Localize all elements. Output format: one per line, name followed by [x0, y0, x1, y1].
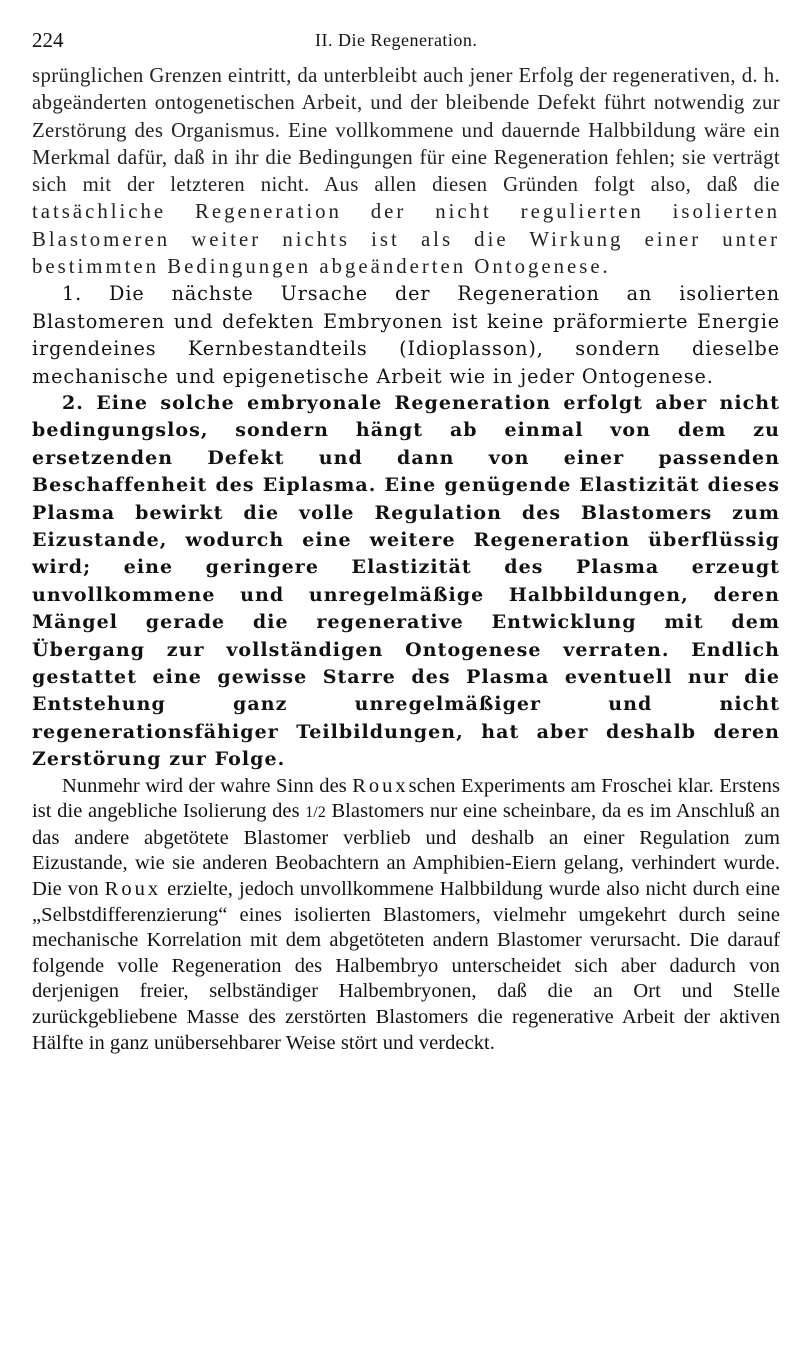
final-text-after-roux: schen Experiments am Froschei klar. Erstens ist die angebliche Isolierung des — [32, 774, 781, 823]
paragraph-point-1 — [32, 280, 780, 390]
author-name-roux: Roux — [352, 774, 409, 797]
paragraph-intro — [32, 62, 780, 280]
final-text-end: erzielte, jedoch unvollkommene Halbbildung wurde also nicht durch eine „Selbstdifferenzierung“ eines isolierten Blastomers, vielmehr umgekehrt durch seine mechanische Korrelation mit dem abgetöteten andern Blastomer verursacht. Die darauf folgende volle Regeneration des Halbembryo unterscheidet sich aber dadurch von derjenigen freier, selbständiger Halbembryonen, daß die an Ort und Stelle zurückgebliebene Masse des zerstörten Blastomers die regenerative Arbeit der aktiven Hälfte in ganz unübersehbarer Weise stört und verdeckt. — [32, 878, 780, 1054]
intro-spaced-text: tatsächliche Regeneration der nicht regulierten isolierten Blastomeren weiter nichts ist als die Wirkung einer unter bestimmten Bedingungen abgeänderten Ontogenese. — [32, 200, 780, 279]
final-text-start: Nunmehr wird der wahre Sinn des — [62, 774, 353, 797]
fraction-half: 1/2 — [305, 804, 326, 822]
author-name-roux-2: Roux — [104, 878, 162, 901]
paragraph-point-2 — [32, 390, 780, 774]
final-text-after-fraction: Blastomers nur eine scheinbare, da es im Anschluß an das andere abgetötete Blastomer verblieb und deshalb an einer Regulation zum Eizustande, wie sie anderen Beobachtern an Amphibien-Eiern gelang, verhindert wurde. Die von — [32, 800, 780, 901]
book-page — [32, 22, 780, 1056]
point-1-text: 1. Die nächste Ursache der Regeneration an isolierten Blastomeren und defekten Embryonen ist keine präformierte Energie irgendeines Kernbestandteils (Idioplasson), sondern dieselbe mechanische und epigenetische Arbeit wie in jeder Ontogenese. — [32, 282, 780, 388]
paragraph-final — [32, 774, 780, 1057]
running-title: II. Die Regeneration. — [315, 30, 478, 50]
page-header — [32, 22, 780, 62]
page-number: 224 — [32, 28, 64, 52]
point-2-text: 2. Eine solche embryonale Regeneration erfolgt aber nicht bedingungslos, sondern hängt ab einmal von dem zu ersetzenden Defekt und dann von einer passenden Beschaffenheit des Eiplasma. Eine genügende Elastizität dieses Plasma bewirkt die volle Regulation des Blastomers zum Eizustande, wodurch eine weitere Regeneration überflüssig wird; eine geringere Elastizität des Plasma erzeugt unvollkommene und unregelmäßige Halbbildungen, deren Mängel gerade die regenerative Entwicklung mit dem Übergang zur vollständigen Ontogenese verraten. Endlich gestattet eine gewisse Starre des Plasma eventuell nur die Entstehung ganz unregelmäßiger und nicht regenerationsfähiger Teilbildungen, hat aber deshalb deren Zerstörung zur Folge. — [32, 392, 780, 771]
intro-text: sprünglichen Grenzen eintritt, da unterbleibt auch jener Erfolg der regenerativen, d. h. abgeänderten ontogenetischen Arbeit, und der bleibende Defekt führt notwendig zur Zerstörung des Organismus. Eine vollkommene und dauernde Halbbildung wäre ein Merkmal dafür, daß in ihr die Bedingungen für eine Regeneration fehlen; sie verträgt sich mit der letzteren nicht. Aus allen diesen Gründen folgt also, daß die — [32, 64, 780, 197]
